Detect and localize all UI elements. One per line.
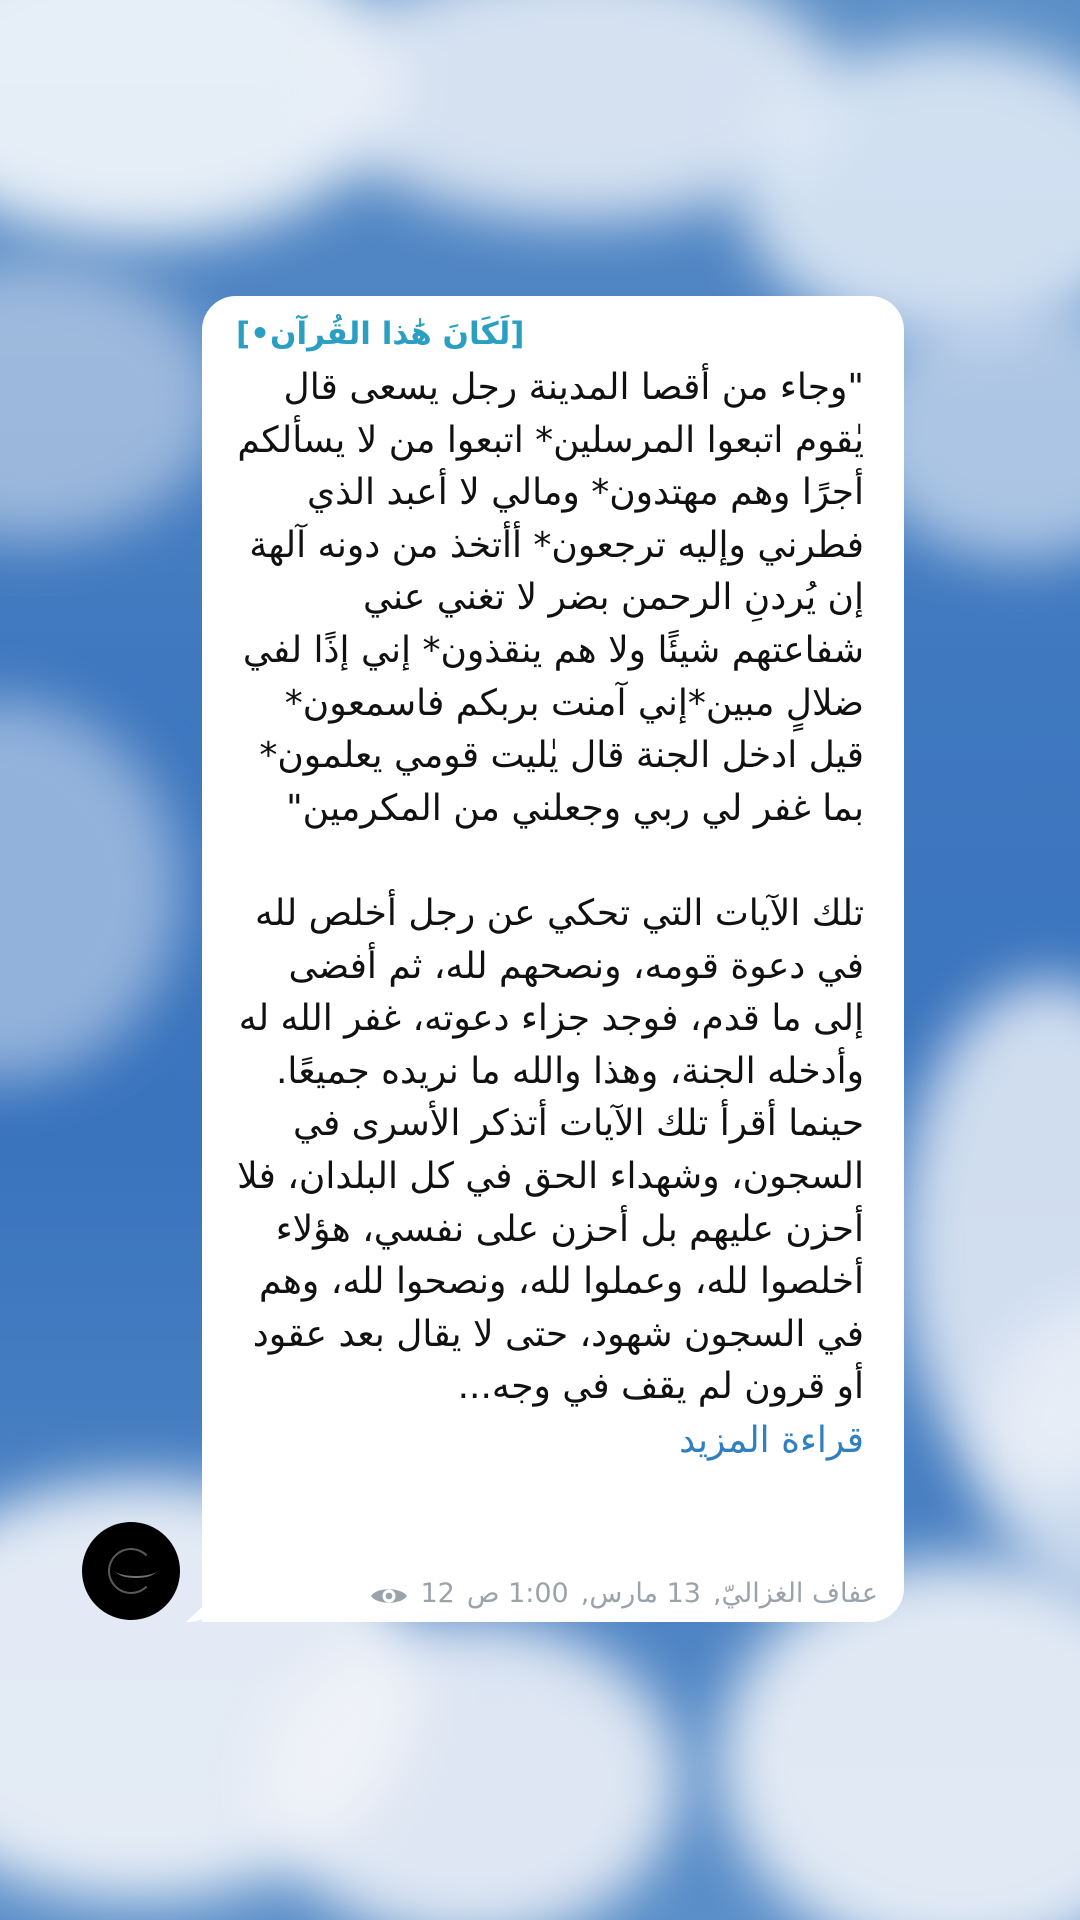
message-date: 13 مارس, [580,1578,701,1609]
channel-avatar[interactable] [82,1522,180,1620]
author-name: عفاف الغزاليّ, [712,1578,878,1609]
message-bubble[interactable] [202,296,904,1622]
read-more-link[interactable]: قراءة المزيد [679,1419,864,1461]
message-time: 1:00 ص [466,1578,569,1609]
view-count: 12 [420,1578,455,1609]
channel-name[interactable]: [لَكَانَ هَٰذا القُرآن•] [236,316,525,352]
message-meta [369,1574,879,1614]
eye-icon [369,1581,409,1607]
message-text: "وجاء من أقصا المدينة رجل يسعى قال يٰقوم اتبعوا المرسلين* اتبعوا من لا يسألكم أجرًا وهم مهتدون* ومالي لا أعبد الذي فطرني وإليه ترجعون* أأتخذ من دونه آلهة إن يُردنِ الرحمن بضر لا تغني عني شفاعتهم شيئًا ولا هم ينقذون* إني إذًا لفي ضلالٍ مبين*إني آمنت بربكم فاسمعون* قيل ادخل الجنة قال يٰليت قومي يعلمون* بما غفر لي ربي وجعلني من المكرمين" تلك الآيات التي تحكي عن رجل أخلص لله في دعوة قومه، ونصحهم لله، ثم أفضى إلى ما قدم، فوجد جزاء دعوته، غفر الله له وأدخله الجنة، وهذا والله ما نريده جميعًا. حينما أقرأ تلك الآيات أتذكر الأسرى في السجون، وشهداء الحق في كل البلدان، فلا أحزن عليهم بل أحزن على نفسي، هؤلاء أخلصوا لله، وعملوا لله، ونصحوا لله، وهم في السجون شهود، حتى لا يقال بعد عقود أو قرون لم يقف في وجه... [237,367,864,1408]
